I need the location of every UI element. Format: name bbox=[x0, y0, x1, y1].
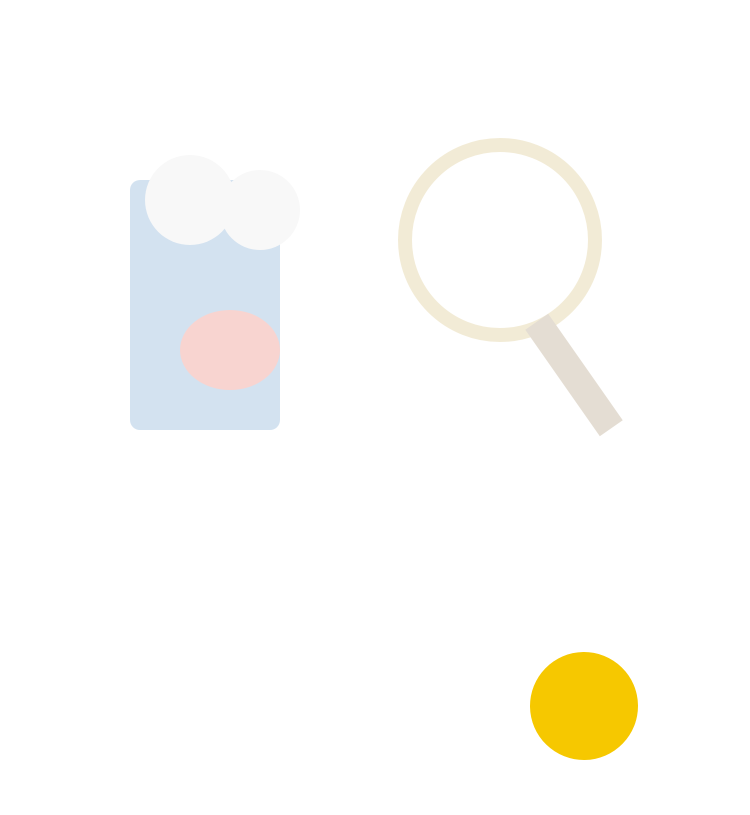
mascot-watermark-graphic bbox=[100, 120, 660, 450]
document-quality-badge bbox=[520, 642, 648, 770]
